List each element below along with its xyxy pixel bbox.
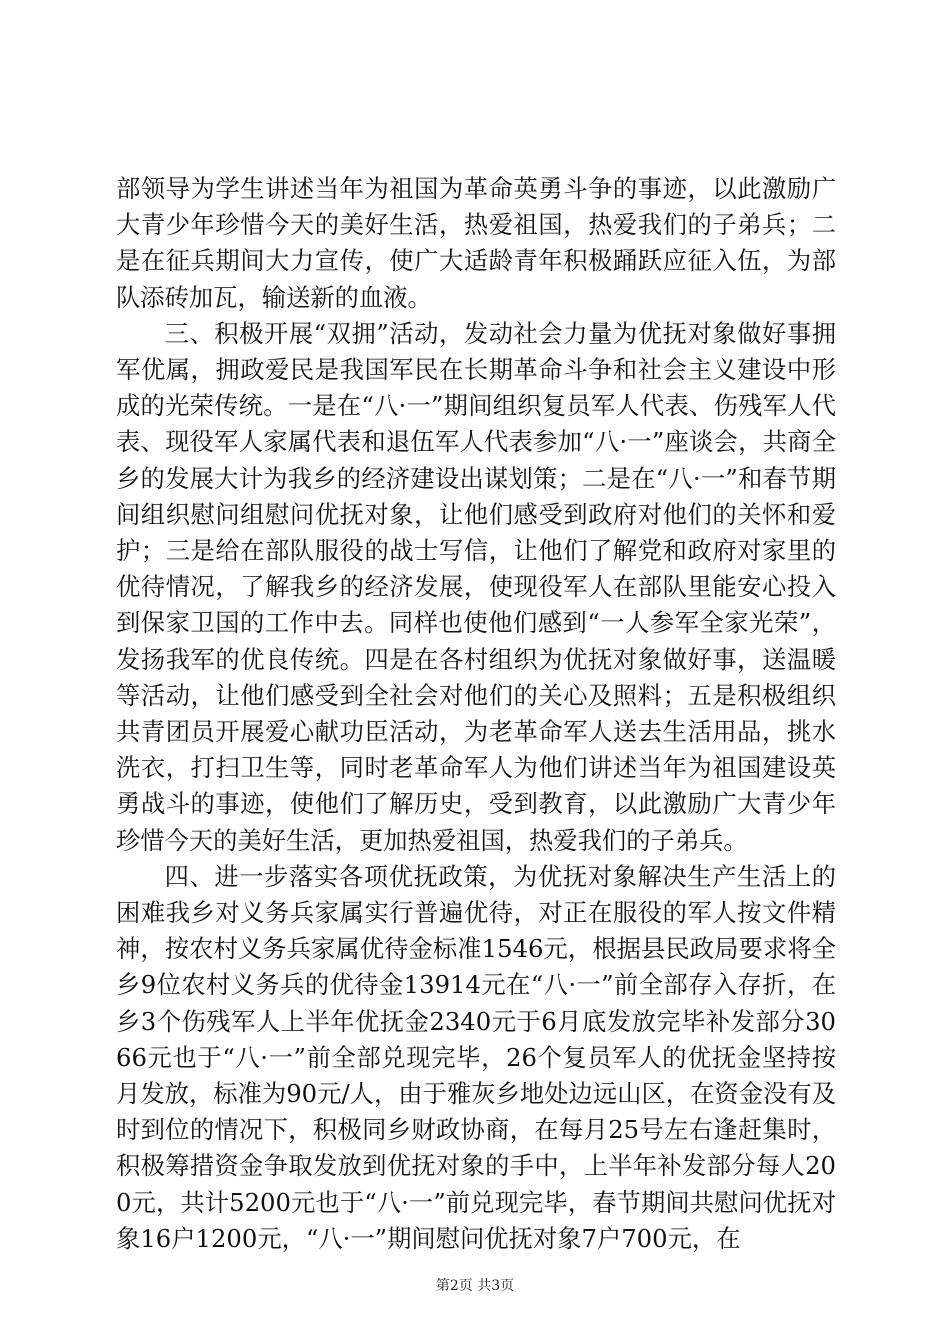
paragraph-3: 四、进一步落实各项优抚政策，为优抚对象解决生产生活上的困难我乡对义务兵家属实行普遍优待，对正在服役的军人按文件精神，按农村义务兵家属优待金标准1546元，根据县民政局要求将全乡9位农村义务兵的优待金13914元在“八·一”前全部存入存折，在乡3个伤残军人上半年优抚金2340元于6月底发放完毕补发部分3066元也于“八·一”前全部兑现完毕，26个复员军人的优抚金坚持按月发放，标准为90元/人，由于雅灰乡地处边远山区，在资金没有及时到位的情况下，积极同乡财政协商，在每月25号左右逢赶集时，积极筹措资金争取发放到优抚对象的手中，上半年补发部分每人200元，共计5200元也于“八·一”前兑现完毕，春节期间共慰问优抚对象16户1200元，“八·一”期间慰问优抚对象7户700元，在 <box>116 861 836 1253</box>
page-footer <box>0 1276 950 1296</box>
page-number-label: 第2页 共3页 <box>435 1278 515 1294</box>
document-body <box>116 171 836 1257</box>
paragraph-2: 三、积极开展“双拥”活动，发动社会力量为优抚对象做好事拥军优属，拥政爱民是我国军民在长期革命斗争和社会主义建设中形成的光荣传统。一是在“八·一”期间组织复员军人代表、伤残军人代表、现役军人家属代表和退伍军人代表参加“八·一”座谈会，共商全乡的发展大计为我乡的经济建设出谋划策；二是在“八·一”和春节期间组织慰问组慰问优抚对象，让他们感受到政府对他们的关怀和爱护；三是给在部队服役的战士写信，让他们了解党和政府对家里的优待情况，了解我乡的经济发展，使现役军人在部队里能安心投入到保家卫国的工作中去。同样也使他们感到“一人参军全家光荣”，发扬我军的优良传统。四是在各村组织为优抚对象做好事，送温暖等活动，让他们感受到全社会对他们的关心及照料；五是积极组织共青团员开展爱心献功臣活动，为老革命军人送去生活用品，挑水洗衣，打扫卫生等，同时老革命军人为他们讲述当年为祖国建设英勇战斗的事迹，使他们了解历史，受到教育，以此激励广大青少年珍惜今天的美好生活，更加热爱祖国，热爱我们的子弟兵。 <box>116 318 836 855</box>
paragraph-1: 部领导为学生讲述当年为祖国为革命英勇斗争的事迹，以此激励广大青少年珍惜今天的美好生活，热爱祖国，热爱我们的子弟兵；二是在征兵期间大力宣传，使广大适龄青年积极踊跃应征入伍，为部队添砖加瓦，输送新的血液。 <box>116 174 836 312</box>
